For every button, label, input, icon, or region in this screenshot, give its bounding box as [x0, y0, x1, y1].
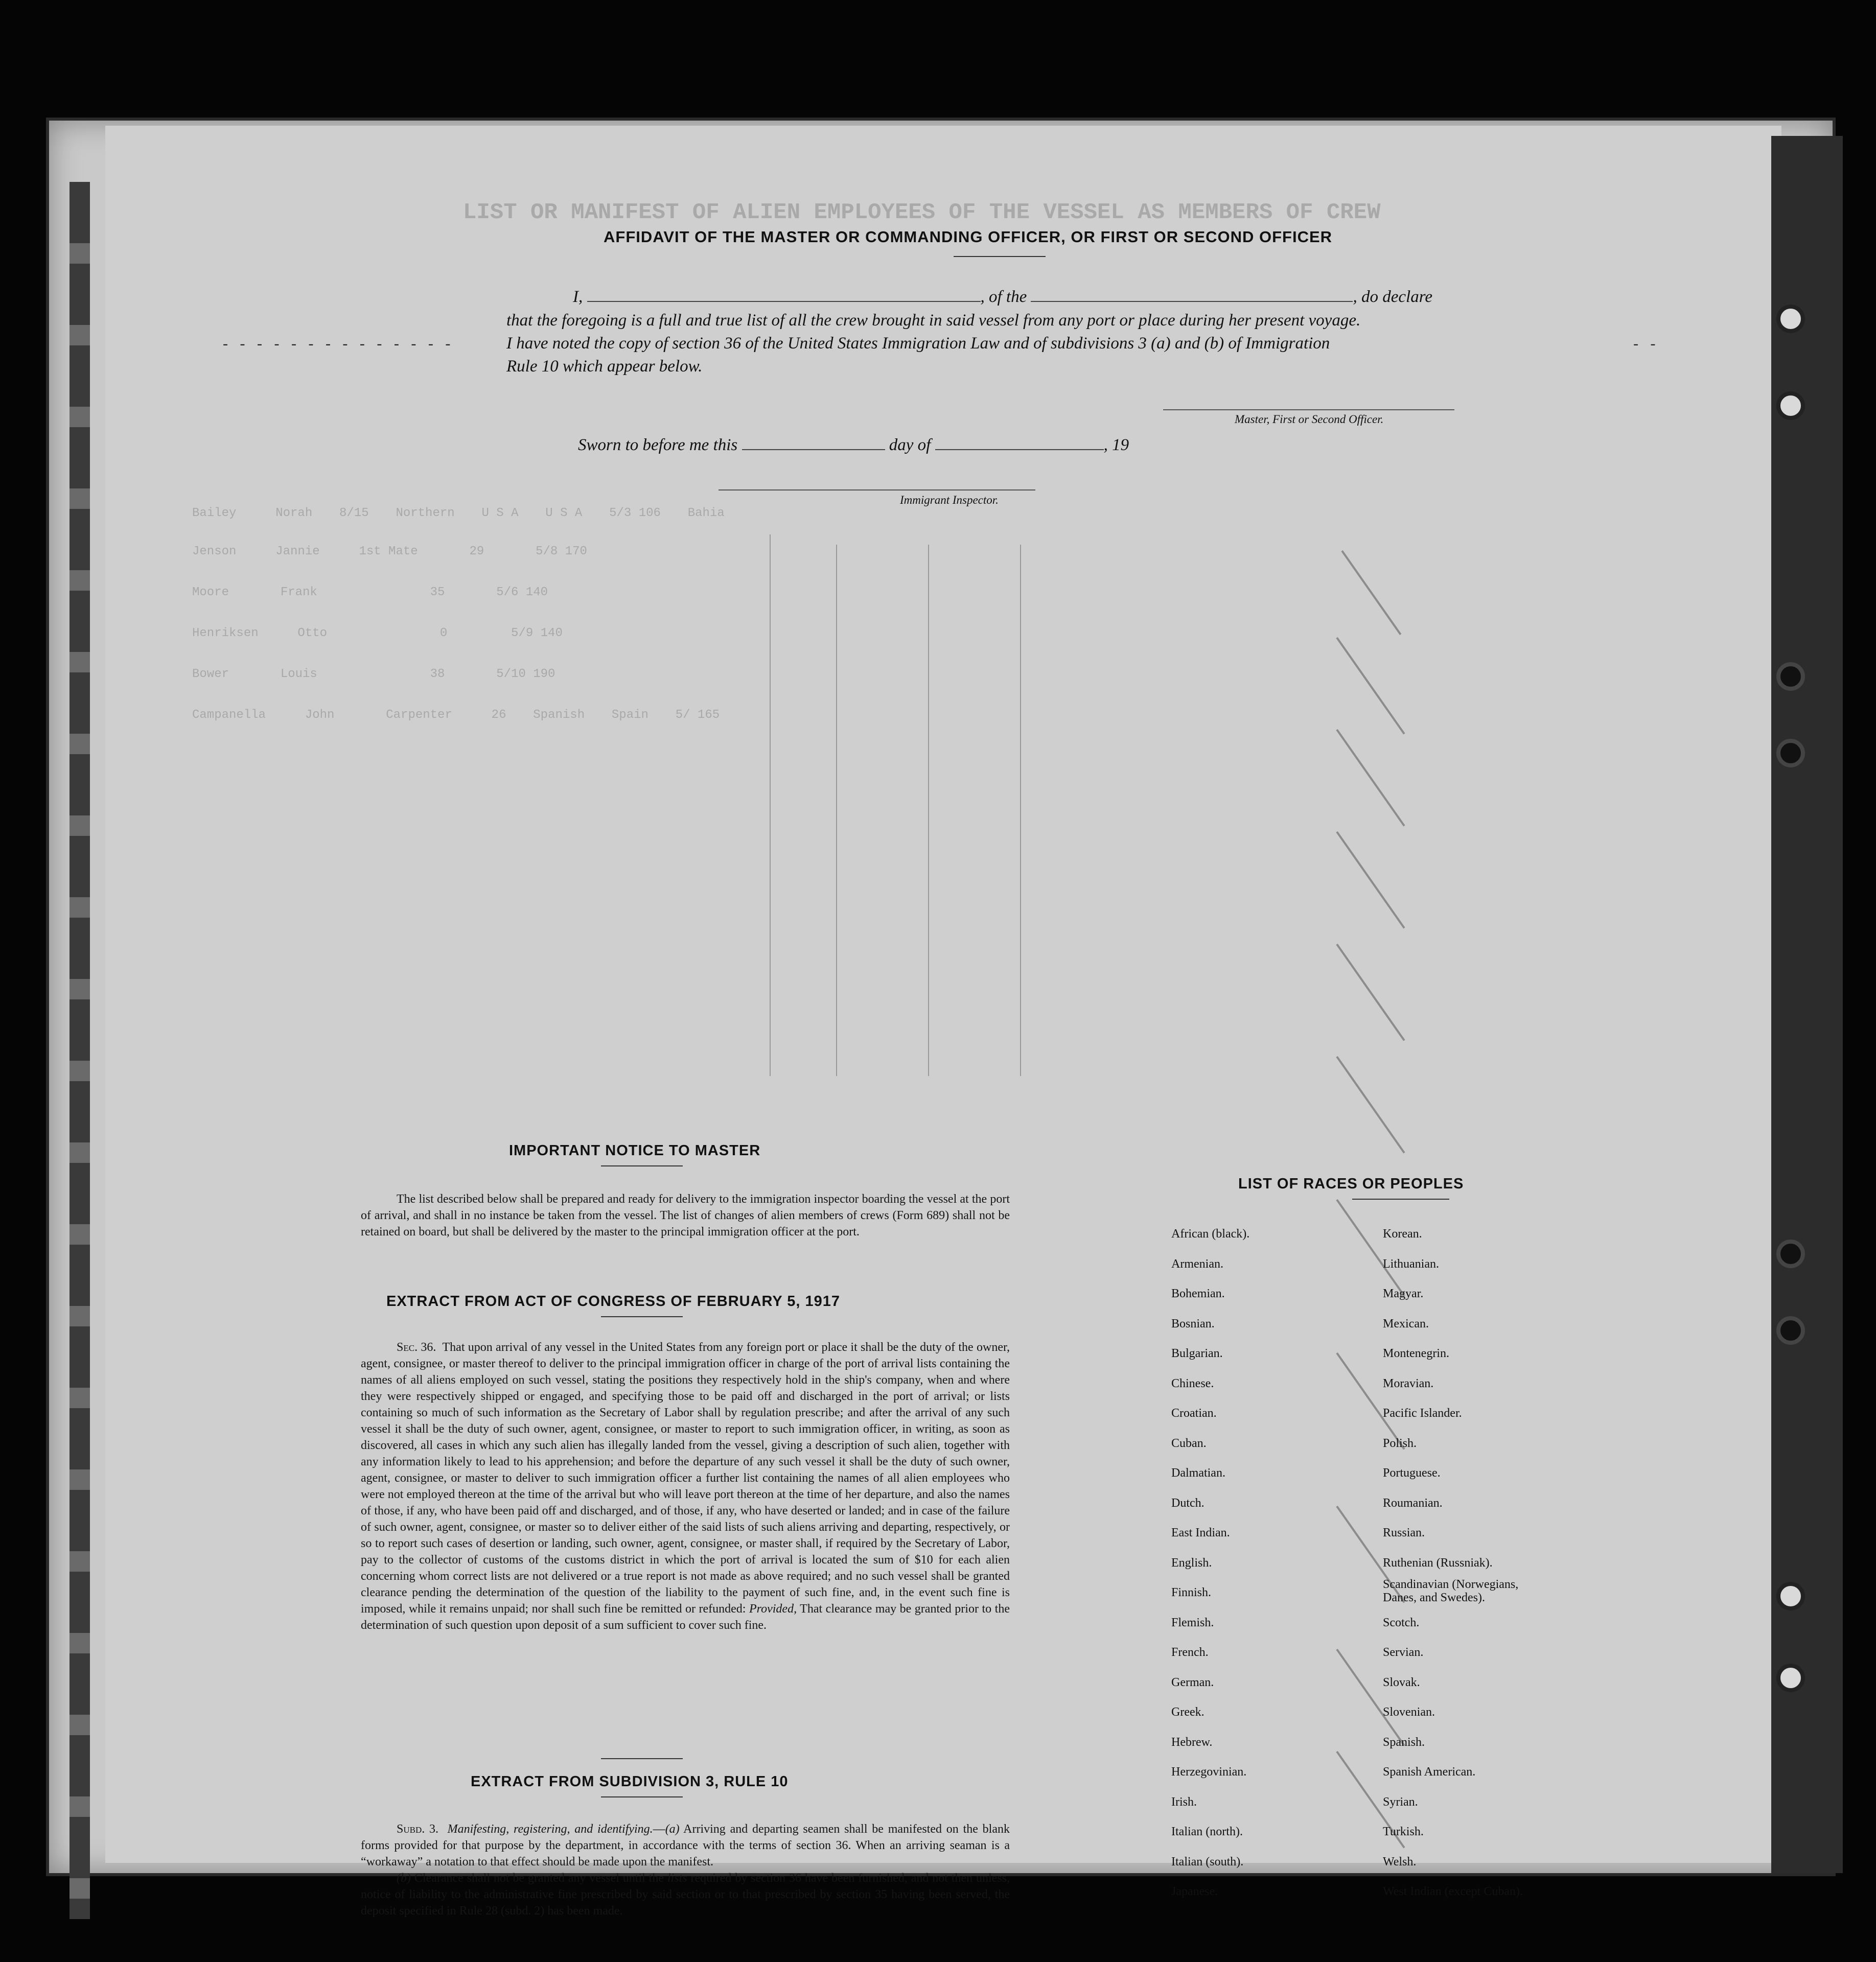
- notice-paragraph: The list described below shall be prepared and ready for delivery to the immigration inspector boarding the vessel at the port of arrival, and shall in no instance be taken from the vessel. The list of changes of alien members of crews (Form 689) shall not be retained on board, but shall be delivered by the master to the principal immigration officer at the port.: [361, 1193, 1010, 1239]
- act-text: [361, 1339, 1010, 1633]
- race-item: German.: [1171, 1675, 1214, 1689]
- race-item: Bulgarian.: [1171, 1347, 1223, 1360]
- race-item: Lithuanian.: [1383, 1257, 1439, 1271]
- bleed-through-row: Henriksen Otto 0 5/9 140: [192, 626, 563, 640]
- punch-hole: [1776, 1582, 1805, 1610]
- bleed-column-line: [1020, 545, 1021, 1076]
- race-item: French.: [1171, 1646, 1209, 1659]
- proviso-text: That clearance may be granted prior to the determination of such question upon deposit of a sum sufficient to cover such fine.: [361, 1602, 1010, 1632]
- race-item: Servian.: [1383, 1646, 1424, 1659]
- handwritten-mark: [1336, 1056, 1405, 1154]
- affidavit-line-3: I have noted the copy of section 36 of the United States Immigration Law and of subdivisions 3 (a) and (b) of Immigration: [506, 334, 1330, 353]
- race-item: Montenegrin.: [1383, 1347, 1449, 1360]
- race-item: Ruthenian (Russniak).: [1383, 1556, 1493, 1570]
- race-item: Dalmatian.: [1171, 1466, 1225, 1480]
- sec-label: Sec. 36.: [397, 1341, 436, 1354]
- punch-hole: [1776, 1240, 1805, 1268]
- race-item: East Indian.: [1171, 1526, 1230, 1539]
- bleed-through-row: Bailey Norah 8/15 Northern U S A U S A 5/3 106 Bahia: [192, 506, 725, 520]
- punch-hole: [1776, 305, 1805, 333]
- race-item: Scandinavian (Norwegians, Danes, and Swedes).: [1383, 1578, 1519, 1604]
- act-rule: [601, 1316, 683, 1317]
- proviso-word: Provided,: [749, 1602, 797, 1616]
- binding-strip: [70, 182, 90, 1919]
- race-item: Portuguese.: [1383, 1466, 1441, 1480]
- rule-text: Subd. 3. Manifesting, registering, and identifying.—(a) Arriving and departing seamen shall be manifested on the blank forms provided for that purpose by the department, in accordance with the terms of section 36. When an arriving seaman is a “workaway” a notation to that effect should be made upon the manifest. (b) Clearance shall not be granted any vessel until the lists required by section 36 have been furnished, and not then unless, notice of liability to the administrative fine prescribed by said section or to that prescribed by section 35 having been served, the deposit specified in Rule 28 (subd. 2) has been made.: [361, 1823, 1010, 1918]
- sworn-month-blank[interactable]: [935, 435, 1104, 450]
- affidavit-line-4: Rule 10 which appear below.: [506, 357, 703, 376]
- race-item: Slovak.: [1383, 1675, 1420, 1689]
- race-item: African (black).: [1171, 1227, 1250, 1241]
- subd-b-text-2: required by section 36 have been furnished, and not then unless, notice of liability to the administrative fine prescribed by said section or to that prescribed by section 35 having been served, the deposit specified in Rule 28 (subd. 2) has been made.: [361, 1872, 1010, 1918]
- handwritten-mark: [1336, 831, 1405, 929]
- sworn-year: , 19: [1103, 436, 1129, 454]
- punch-hole: [1776, 1316, 1805, 1345]
- sworn-prefix: Sworn to before me this: [578, 436, 738, 454]
- rule-rule: [601, 1796, 683, 1797]
- affidavit-line-2: that the foregoing is a full and true list of all the crew brought in said vessel from any port or place during her present voyage.: [506, 311, 1361, 330]
- notice-title: IMPORTANT NOTICE TO MASTER: [509, 1142, 761, 1159]
- punch-hole: [1776, 662, 1805, 691]
- race-item: Finnish.: [1171, 1586, 1212, 1599]
- name-blank[interactable]: [587, 287, 981, 302]
- handwritten-mark: [1336, 637, 1405, 735]
- rule-title: EXTRACT FROM SUBDIVISION 3, RULE 10: [471, 1773, 789, 1790]
- race-item: Welsh.: [1383, 1855, 1417, 1868]
- race-item: Armenian.: [1171, 1257, 1223, 1271]
- race-item: Moravian.: [1383, 1376, 1434, 1390]
- punch-hole: [1776, 1664, 1805, 1692]
- race-item: Syrian.: [1383, 1795, 1418, 1809]
- race-item: Italian (south).: [1171, 1855, 1244, 1868]
- race-item: Roumanian.: [1383, 1496, 1443, 1510]
- race-item: Spanish.: [1383, 1735, 1425, 1749]
- master-signature-label: Master, First or Second Officer.: [1235, 413, 1384, 426]
- punch-hole: [1776, 739, 1805, 767]
- race-item: Irish.: [1171, 1795, 1197, 1809]
- document-page: [46, 118, 1836, 1918]
- act-title: EXTRACT FROM ACT OF CONGRESS OF FEBRUARY 5, 1917: [386, 1293, 841, 1310]
- race-item: Cuban.: [1171, 1436, 1207, 1450]
- punch-hole: [1776, 391, 1805, 420]
- master-signature-line[interactable]: [1163, 409, 1454, 410]
- notice-rule: [601, 1165, 683, 1166]
- race-item: Chinese.: [1171, 1376, 1214, 1390]
- race-item: Magyar.: [1383, 1287, 1424, 1300]
- bleed-through-row: Jenson Jannie 1st Mate 29 5/8 170: [192, 545, 587, 558]
- bleed-through-row: Campanella John Carpenter 26 Spanish Spain 5/ 165: [192, 708, 720, 722]
- race-item: Italian (north).: [1171, 1825, 1243, 1838]
- affidavit-title: AFFIDAVIT OF THE MASTER OR COMMANDING OFFICER, OR FIRST OR SECOND OFFICER: [604, 228, 1333, 246]
- dash-rule-left: - - - - - - - - - - - - - -: [223, 335, 455, 352]
- races-left-column: [1171, 1219, 1249, 1907]
- race-item: Turkish.: [1383, 1825, 1424, 1838]
- inspector-signature-label: Immigrant Inspector.: [900, 494, 999, 506]
- races-title: LIST OF RACES OR PEOPLES: [1238, 1176, 1464, 1192]
- title-rule: [954, 256, 1046, 257]
- races-rule: [1352, 1199, 1449, 1200]
- handwritten-mark: [1341, 550, 1401, 635]
- inspector-signature-line[interactable]: [719, 489, 1035, 491]
- bleed-through-row: Bower Louis 38 5/10 190: [192, 667, 555, 681]
- sworn-line: [578, 435, 1129, 455]
- race-item: Scotch.: [1383, 1616, 1420, 1629]
- act-body: That upon arrival of any vessel in the United States from any foreign port or place it shall be the duty of the owner, agent, consignee, or master thereof to deliver to the principal immigration officer in charge of the port of arrival lists containing the names of all aliens employed on such vessel, stating the positions they respectively hold in the ship's company, when and where they were respectively shipped or engaged, and specifying those to be paid off and discharged in the port of arrival; or lists containing so much of such information as the Secretary of Labor shall by regulation prescribe; and after the arrival of any such vessel it shall be the duty of such owner, agent, consignee, or master to report to such immigration officer, in writing, as soon as discovered, all cases in which any such alien has illegally landed from the vessel, giving a description of such alien, together with any information likely to lead to his apprehension; and before the departure of any such vessel it shall be the duty of such owner, agent, consignee, or master to deliver to such immigration officer a further list containing the names of all alien employees who were not employed thereon at the time of the arrival but who will leave port thereon at the time of her departure, and also the names of those, if any, who have been paid off and discharged, and of those, if any, who have deserted or landed; and in case of the failure of such owner, agent, consignee, or master so to deliver either of the said lists of such aliens arriving and departing, respectively, or so to report such cases of desertion or landing, such owner, agent, consignee, or master shall, if required by the Secretary of Labor, pay to the collector of customs of the customs district in which the port of arrival is located the sum of $10 for each alien concerning whom correct lists are not delivered or a true report is not made as above required; and no such vessel shall be granted clearance pending the determination of the question of the liability to the payment of such fine, and, in the event such fine is imposed, while it remains unpaid; nor shall such fine be remitted or refunded:: [361, 1341, 1010, 1616]
- sworn-day-of: day of: [889, 436, 931, 454]
- race-item: Croatian.: [1171, 1407, 1217, 1420]
- race-item: Herzegovinian.: [1171, 1765, 1247, 1779]
- bleed-through-row: Moore Frank 35 5/6 140: [192, 586, 548, 599]
- affidavit-line-1: [573, 287, 1432, 307]
- race-item: Flemish.: [1171, 1616, 1214, 1629]
- race-item: Dutch.: [1171, 1496, 1205, 1510]
- race-item: Russian.: [1383, 1526, 1425, 1539]
- race-item: Mexican.: [1383, 1317, 1429, 1330]
- bleed-column-line: [836, 545, 837, 1076]
- races-right-column: [1383, 1219, 1551, 1907]
- affidavit-i: I,: [573, 288, 583, 306]
- vessel-blank[interactable]: [1031, 287, 1353, 302]
- race-item: Polish.: [1383, 1436, 1417, 1450]
- page-inner: [105, 126, 1781, 1918]
- notice-text: [361, 1191, 1010, 1240]
- race-item: Slovenian.: [1383, 1706, 1435, 1719]
- race-item: Bohemian.: [1171, 1287, 1225, 1300]
- race-item: Korean.: [1383, 1227, 1422, 1241]
- race-item: Pacific Islander.: [1383, 1407, 1462, 1420]
- affidavit-do-declare: , do declare: [1353, 288, 1432, 306]
- race-item: Japanese.: [1171, 1885, 1218, 1898]
- sworn-day-blank[interactable]: [742, 435, 885, 450]
- race-item: English.: [1171, 1556, 1212, 1570]
- handwritten-mark: [1336, 944, 1405, 1041]
- subd-b-text-1: Clearance shall not be granted any vessel until the: [414, 1872, 664, 1885]
- bleed-through-heading: LIST OR MANIFEST OF ALIEN EMPLOYEES OF THE VESSEL AS MEMBERS OF CREW: [463, 200, 1381, 225]
- race-item: West Indian (except Cuban).: [1383, 1885, 1523, 1898]
- race-item: Spanish American.: [1383, 1765, 1476, 1779]
- subd-a-label: (a): [665, 1823, 680, 1836]
- subd-b-lists: lists: [667, 1872, 687, 1885]
- race-item: Greek.: [1171, 1706, 1205, 1719]
- handwritten-mark: [1336, 729, 1405, 827]
- race-item: Bosnian.: [1171, 1317, 1215, 1330]
- affidavit-of-the: , of the: [980, 288, 1027, 306]
- bleed-column-line: [770, 534, 771, 1076]
- subd-a-text: Arriving and departing seamen shall be manifested on the blank forms provided for that purpose by the department, in accordance with the terms of section 36. When an arriving seaman is a “workaway” a notation to that effect should be made upon the manifest.: [361, 1823, 1010, 1868]
- subd-heading: Manifesting, registering, and identifying.: [447, 1823, 653, 1836]
- dash-rule-right: - -: [1633, 335, 1660, 352]
- subd-b-label: (b): [397, 1872, 411, 1885]
- act-end-rule: [601, 1758, 683, 1759]
- bleed-column-line: [928, 545, 929, 1076]
- race-item: Hebrew.: [1171, 1735, 1213, 1749]
- subd-label: Subd. 3.: [397, 1823, 439, 1836]
